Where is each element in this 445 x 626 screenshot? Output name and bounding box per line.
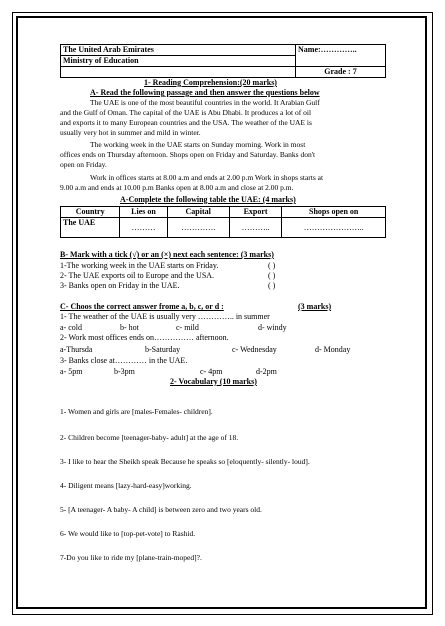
- cell-country: The UAE: [61, 218, 120, 238]
- passage-line-3: and exports it to many European countries and the USA. The weather of the UAE is: [60, 118, 312, 127]
- cell-lies-on[interactable]: ………: [120, 218, 167, 238]
- col-country: Country: [61, 207, 120, 218]
- q1-option-a[interactable]: a- cold: [60, 323, 82, 332]
- part-c-title: C- Choos the correct answer frome a, b, c, or d :: [60, 302, 224, 311]
- q1-option-d[interactable]: d- windy: [258, 323, 287, 332]
- part-c-question-2: 2- Work most offices ends on…………… afternoon.: [60, 333, 229, 342]
- name-field: Name:…………..: [296, 45, 386, 56]
- part-b-box-1[interactable]: ( ): [268, 261, 276, 270]
- q3-option-c[interactable]: c- 4pm: [200, 367, 223, 376]
- vocab-item-6: 6- We would like to [top-pet-vote] to Rashid.: [60, 529, 196, 538]
- passage-line-6: offices ends on Thursday afternoon. Shops open on Friday and Saturday. Banks don't: [60, 150, 316, 159]
- vocab-item-7: 7-Do you like to ride my [plane-train-moped]?.: [60, 553, 202, 562]
- q1-option-c[interactable]: c- mild: [176, 323, 199, 332]
- passage-line-2: and the Gulf of Oman. The capital of the UAE is Abu Dhabi. It produces a lot of oil: [60, 108, 312, 117]
- vocab-item-1: 1- Women and girls are [males-Females- children].: [60, 407, 213, 416]
- passage-line-7: open on Friday.: [60, 160, 107, 169]
- part-b-title: B- Mark with a tick (√) or an (×) next each sentence: (3 marks): [60, 250, 274, 259]
- table-section-title: A-Complete the following table the UAE: (4 marks): [120, 195, 296, 204]
- part-c-question-1: 1- The weather of the UAE is usually very ………….. in summer: [60, 312, 270, 321]
- col-export: Export: [229, 207, 282, 218]
- part-c-marks: (3 marks): [298, 302, 332, 311]
- passage-line-4: usually very hot in summer and mild in winter.: [60, 128, 201, 137]
- q2-option-b[interactable]: b-Saturday: [145, 345, 181, 354]
- part-b-item-2: 2- The UAE exports oil to Europe and the USA.: [60, 271, 215, 280]
- part-a-title: A- Read the following passage and then answer the questions below: [90, 88, 320, 97]
- vocab-item-2: 2- Children become [teenager-baby- adult] at the age of 18.: [60, 433, 239, 442]
- q3-option-d[interactable]: d-2pm: [256, 367, 277, 376]
- vocab-item-4: 4- Diligent means [lazy-hard-easy]working.: [60, 481, 192, 490]
- grade-label: Grade : 7: [296, 67, 386, 78]
- q2-option-c[interactable]: c- Wednesday: [232, 345, 277, 354]
- passage-line-9: 9.00 a.m and ends at 10.00 p.m Banks open at 8.00 a.m and close at 2.00 p.m.: [60, 183, 294, 192]
- cell-capital[interactable]: ………….: [167, 218, 229, 238]
- vocabulary-title: 2- Vocabulary (10 marks): [170, 377, 257, 386]
- passage-line-1: The UAE is one of the most beautiful countries in the world. It Arabian Gulf: [90, 98, 320, 107]
- cell-shops-open[interactable]: …………………..: [282, 218, 386, 238]
- part-b-item-1: 1-The working week in the UAE starts on Friday.: [60, 261, 219, 270]
- col-lies-on: Lies on: [120, 207, 167, 218]
- q3-option-a[interactable]: a- 5pm: [60, 367, 83, 376]
- cell-export[interactable]: ………..: [229, 218, 282, 238]
- part-b-box-3[interactable]: ( ): [268, 281, 276, 290]
- passage-line-8: Work in offices starts at 8.00 a.m and ends at 2.00 p.m Work in shops starts at: [90, 173, 324, 182]
- q2-option-d[interactable]: d- Monday: [315, 345, 351, 354]
- passage-line-5: The working week in the UAE starts on Sunday morning. Work in most: [90, 140, 306, 149]
- ministry-name: Ministry of Education: [61, 56, 296, 67]
- vocab-item-5: 5- [A teenager- A baby- A child] is between zero and two years old.: [60, 505, 262, 514]
- section-reading-title: 1- Reading Comprehension:(20 marks): [144, 78, 277, 87]
- col-capital: Capital: [167, 207, 229, 218]
- part-b-box-2[interactable]: ( ): [268, 271, 276, 280]
- header-blank: [61, 67, 296, 78]
- country-name: The United Arab Emirates: [61, 45, 296, 56]
- part-b-item-3: 3- Banks open on Friday in the UAE.: [60, 281, 180, 290]
- q1-option-b[interactable]: b- hot: [120, 323, 139, 332]
- uae-table: [60, 206, 386, 238]
- q2-option-a[interactable]: a-Thursda: [60, 345, 93, 354]
- col-shops-open: Shops open on: [282, 207, 386, 218]
- q3-option-b[interactable]: b-3pm: [114, 367, 135, 376]
- vocab-item-3: 3- I like to hear the Sheikh speak Because he speaks so [eloquently- silently- loud].: [60, 457, 310, 466]
- header-table: [60, 44, 386, 78]
- part-c-question-3: 3- Banks close at………… in the UAE.: [60, 356, 188, 365]
- name-field-space: [296, 56, 386, 67]
